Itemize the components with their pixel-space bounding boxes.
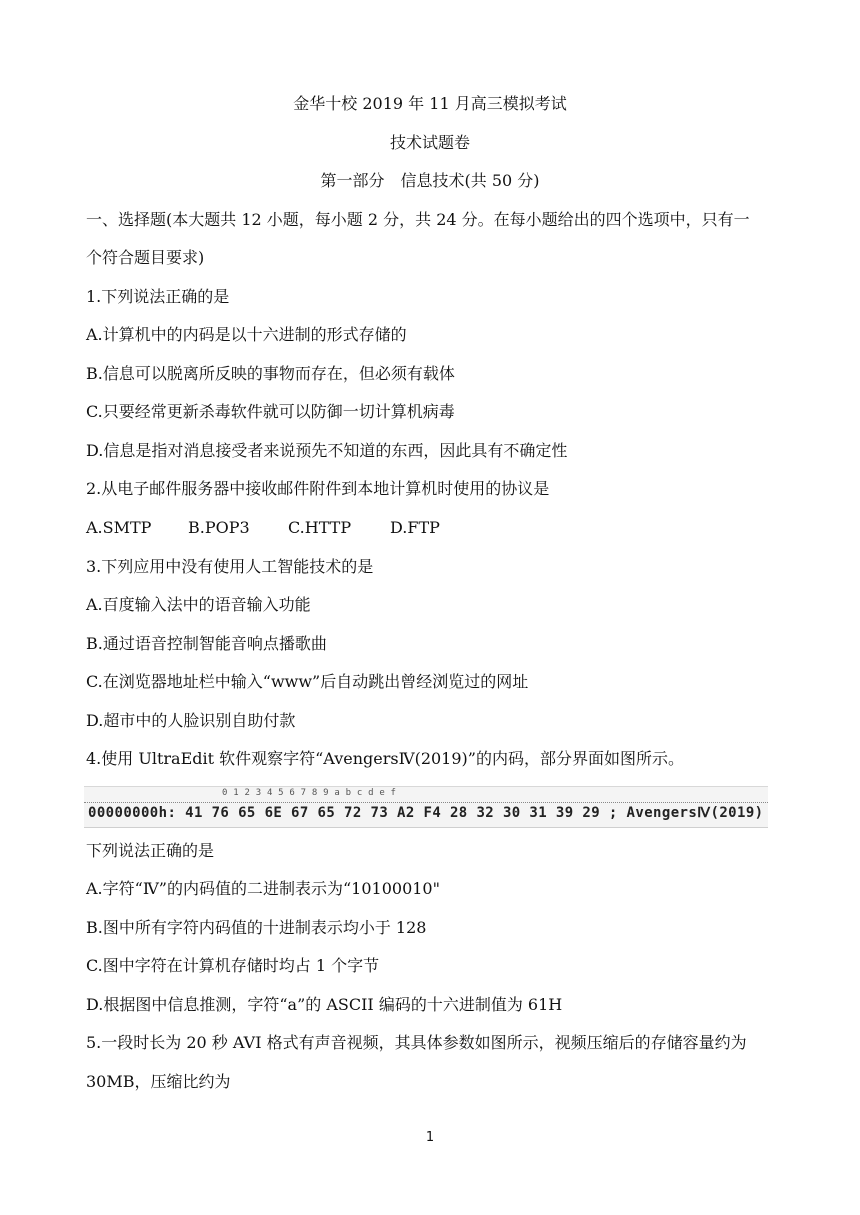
q2-option-b: B.POP3 (188, 518, 250, 537)
hex-column-offsets: 0 1 2 3 4 5 6 7 8 9 a b c d e f (222, 788, 397, 798)
exam-title: 金华十校 2019 年 11 月高三模拟考试 (293, 94, 567, 113)
section-intro-line-2: 个符合题目要求) (86, 248, 205, 267)
q1-stem: 1.下列说法正确的是 (86, 287, 230, 306)
q4-prompt: 下列说法正确的是 (86, 841, 215, 860)
q1-option-b: B.信息可以脱离所反映的事物而存在，但必须有载体 (86, 364, 455, 383)
section-intro-line-1: 一、选择题(本大题共 12 小题，每小题 2 分，共 24 分。在每小题给出的四个选项中，只有一 (86, 210, 750, 229)
q3-option-d: D.超市中的人脸识别自助付款 (86, 711, 296, 730)
q4-option-d: D.根据图中信息推测，字符“a”的 ASCII 编码的十六进制值为 61H (86, 995, 563, 1014)
q5-stem-line-1: 5.一段时长为 20 秒 AVI 格式有声音视频，其具体参数如图所示，视频压缩后的存储容量约为 (86, 1033, 747, 1052)
q4-option-a: A.字符“Ⅳ”的内码值的二进制表示为“10100010" (86, 879, 440, 898)
q4-stem: 4.使用 UltraEdit 软件观察字符“AvengersⅣ(2019)”的内码，部分界面如图所示。 (86, 749, 684, 768)
ultraedit-hex-view (84, 786, 768, 828)
q3-option-b: B.通过语音控制智能音响点播歌曲 (86, 634, 327, 653)
q2-option-a: A.SMTP (86, 518, 152, 537)
q2-option-d: D.FTP (390, 518, 440, 537)
page-number: 1 (425, 1130, 435, 1145)
q1-option-c: C.只要经常更新杀毒软件就可以防御一切计算机病毒 (86, 402, 455, 421)
q1-option-a: A.计算机中的内码是以十六进制的形式存储的 (86, 325, 407, 344)
q5-stem-line-2: 30MB，压缩比约为 (86, 1072, 231, 1091)
part-heading: 第一部分 信息技术(共 50 分) (320, 171, 540, 190)
q3-stem: 3.下列应用中没有使用人工智能技术的是 (86, 557, 374, 576)
exam-subtitle: 技术试题卷 (389, 133, 470, 152)
q3-option-a: A.百度输入法中的语音输入功能 (86, 595, 311, 614)
q1-option-d: D.信息是指对消息接受者来说预先不知道的东西，因此具有不确定性 (86, 441, 568, 460)
q4-option-b: B.图中所有字符内码值的十进制表示均小于 128 (86, 918, 427, 937)
hex-ruler-divider (84, 802, 768, 803)
q2-stem: 2.从电子邮件服务器中接收邮件附件到本地计算机时使用的协议是 (86, 479, 550, 498)
q4-option-c: C.图中字符在计算机存储时均占 1 个字节 (86, 956, 380, 975)
q2-option-c: C.HTTP (288, 518, 352, 537)
hex-dump-row: 00000000h: 41 76 65 6E 67 65 72 73 A2 F4 28 32 30 31 39 29 ; AvengersⅣ(2019) (88, 805, 764, 821)
q3-option-c: C.在浏览器地址栏中输入“www”后自动跳出曾经浏览过的网址 (86, 672, 529, 691)
q2-options (86, 517, 440, 539)
